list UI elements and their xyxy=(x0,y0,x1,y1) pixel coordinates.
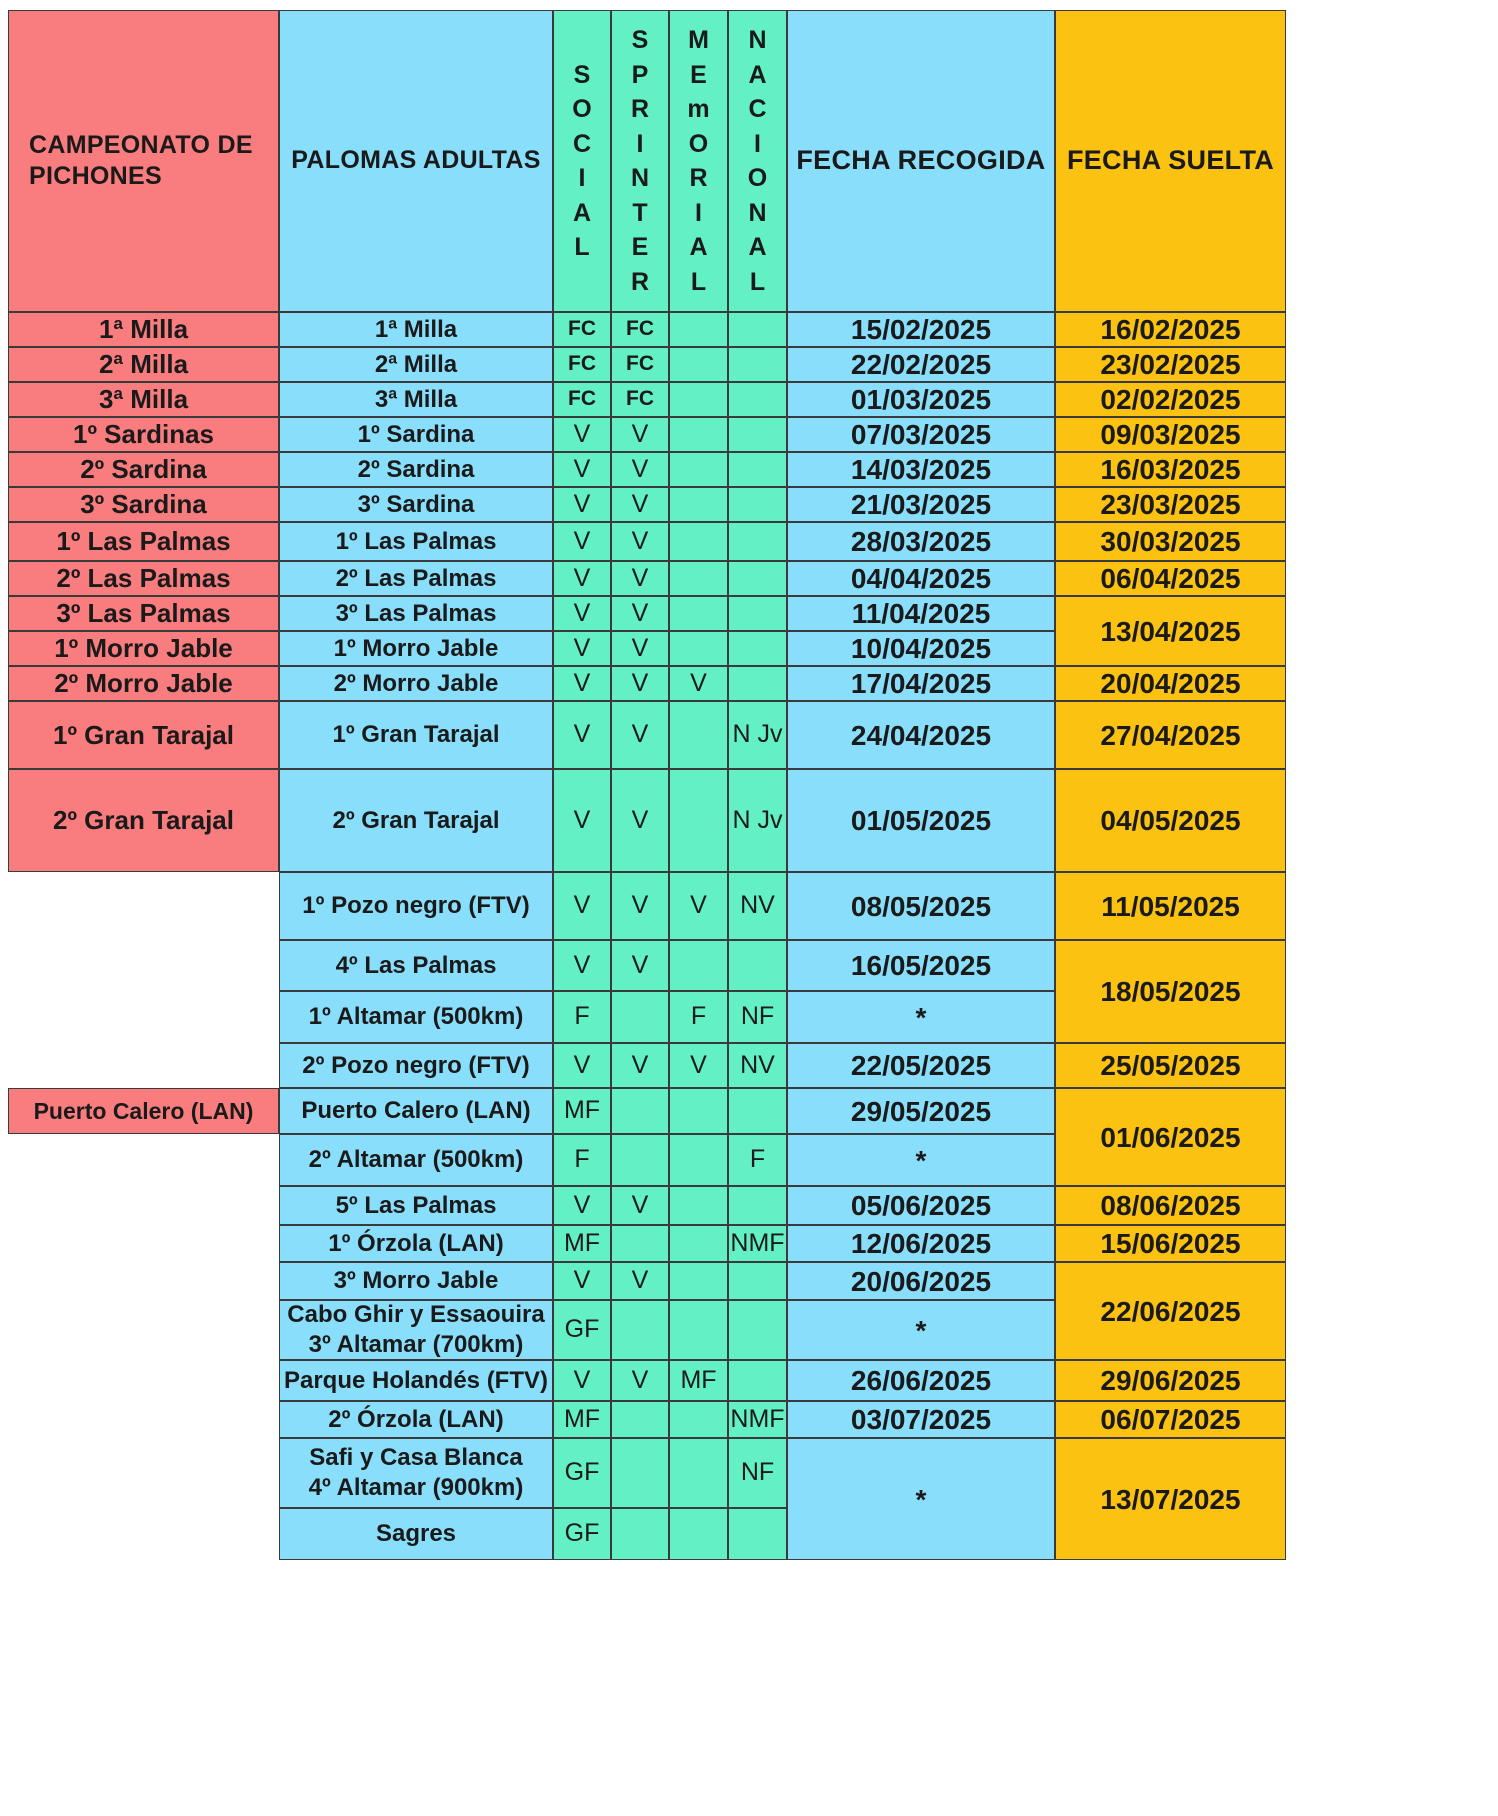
fecha-suelta-cell: 02/02/2025 xyxy=(1055,382,1286,417)
social-mark: FC xyxy=(553,382,611,417)
header-nacional: N A C I O N A L xyxy=(728,10,787,312)
nacional-mark: NV xyxy=(728,872,787,940)
nacional-mark xyxy=(728,940,787,991)
fecha-recogida-cell: 22/05/2025 xyxy=(787,1043,1055,1088)
adultas-cell xyxy=(279,452,553,487)
adultas-line: Safi y Casa Blanca xyxy=(309,1444,523,1471)
nacional-mark xyxy=(728,561,787,596)
adultas-line: 1º Órzola (LAN) xyxy=(328,1229,504,1257)
memorial-mark xyxy=(669,522,728,561)
adultas-line: Cabo Ghir y Essaouira xyxy=(287,1301,545,1328)
sprinter-mark: V xyxy=(611,1262,669,1300)
adultas-line: 2º Pozo negro (FTV) xyxy=(302,1051,530,1079)
header-fecha-recogida: FECHA RECOGIDA xyxy=(787,10,1055,312)
social-mark: V xyxy=(553,596,611,631)
adultas-line: 2º Altamar (500km) xyxy=(308,1146,524,1173)
adultas-cell xyxy=(279,940,553,991)
sprinter-mark: V xyxy=(611,417,669,452)
fecha-suelta-cell: 11/05/2025 xyxy=(1055,872,1286,940)
memorial-mark xyxy=(669,561,728,596)
sprinter-mark: V xyxy=(611,596,669,631)
memorial-mark xyxy=(669,1088,728,1134)
adultas-cell xyxy=(279,1360,553,1401)
sprinter-mark: V xyxy=(611,1360,669,1401)
sprinter-mark xyxy=(611,1088,669,1134)
memorial-mark: V xyxy=(669,666,728,701)
fecha-suelta-cell: 09/03/2025 xyxy=(1055,417,1286,452)
header-sprinter: S P R I N T E R xyxy=(611,10,669,312)
nacional-mark: N Jv xyxy=(728,769,787,872)
fecha-suelta-cell: 06/04/2025 xyxy=(1055,561,1286,596)
adultas-line: 5º Las Palmas xyxy=(335,1191,497,1219)
pichones-cell: 2º Las Palmas xyxy=(8,561,279,596)
adultas-line: 2º Morro Jable xyxy=(333,669,499,697)
adultas-line: Puerto Calero (LAN) xyxy=(301,1097,531,1124)
social-mark: V xyxy=(553,487,611,522)
memorial-mark xyxy=(669,1262,728,1300)
social-mark: V xyxy=(553,1043,611,1088)
fecha-recogida-cell: * xyxy=(787,1438,1055,1560)
memorial-mark xyxy=(669,596,728,631)
sprinter-mark: V xyxy=(611,522,669,561)
fecha-suelta-cell: 16/02/2025 xyxy=(1055,312,1286,347)
nacional-mark xyxy=(728,1186,787,1225)
sprinter-mark xyxy=(611,1225,669,1262)
memorial-mark: V xyxy=(669,1043,728,1088)
sprinter-mark xyxy=(611,1438,669,1508)
adultas-cell xyxy=(279,1043,553,1088)
adultas-cell xyxy=(279,701,553,769)
sprinter-mark: V xyxy=(611,769,669,872)
fecha-recogida-cell: 24/04/2025 xyxy=(787,701,1055,769)
header-fecha-suelta: FECHA SUELTA xyxy=(1055,10,1286,312)
fecha-recogida-cell: * xyxy=(787,991,1055,1043)
adultas-cell xyxy=(279,1225,553,1262)
memorial-mark xyxy=(669,417,728,452)
fecha-suelta-cell: 13/04/2025 xyxy=(1055,596,1286,666)
adultas-cell xyxy=(279,1186,553,1225)
fecha-recogida-cell: 05/06/2025 xyxy=(787,1186,1055,1225)
pichones-cell: 1º Gran Tarajal xyxy=(8,701,279,769)
fecha-recogida-cell: 08/05/2025 xyxy=(787,872,1055,940)
fecha-suelta-cell: 04/05/2025 xyxy=(1055,769,1286,872)
nacional-mark xyxy=(728,1508,787,1560)
fecha-suelta-cell: 29/06/2025 xyxy=(1055,1360,1286,1401)
nacional-mark xyxy=(728,312,787,347)
adultas-line: 2º Órzola (LAN) xyxy=(328,1405,504,1433)
fecha-suelta-cell: 08/06/2025 xyxy=(1055,1186,1286,1225)
fecha-recogida-cell: 22/02/2025 xyxy=(787,347,1055,382)
adultas-cell xyxy=(279,561,553,596)
fecha-recogida-cell: 12/06/2025 xyxy=(787,1225,1055,1262)
nacional-mark xyxy=(728,522,787,561)
adultas-line: 2º Gran Tarajal xyxy=(332,806,500,834)
adultas-line: 1º Morro Jable xyxy=(333,634,499,662)
nacional-mark xyxy=(728,1300,787,1360)
pichones-cell: 2ª Milla xyxy=(8,347,279,382)
memorial-mark: F xyxy=(669,991,728,1043)
adultas-cell xyxy=(279,1300,553,1360)
sprinter-mark: V xyxy=(611,872,669,940)
pichones-cell: 1º Morro Jable xyxy=(8,631,279,666)
adultas-cell xyxy=(279,872,553,940)
nacional-mark: NMF xyxy=(728,1401,787,1438)
social-mark: F xyxy=(553,1134,611,1186)
adultas-line: 2º Las Palmas xyxy=(335,564,497,592)
adultas-line: 3º Las Palmas xyxy=(335,599,497,627)
adultas-line: 1º Gran Tarajal xyxy=(332,721,500,748)
fecha-suelta-cell: 27/04/2025 xyxy=(1055,701,1286,769)
social-mark: MF xyxy=(553,1225,611,1262)
pichones-cell: 2º Gran Tarajal xyxy=(8,769,279,872)
adultas-line: 1º Las Palmas xyxy=(335,527,497,555)
social-mark: GF xyxy=(553,1300,611,1360)
adultas-cell xyxy=(279,522,553,561)
memorial-mark xyxy=(669,1134,728,1186)
adultas-cell xyxy=(279,1508,553,1560)
adultas-cell xyxy=(279,1438,553,1508)
pichones-cell: 2º Morro Jable xyxy=(8,666,279,701)
social-mark: V xyxy=(553,522,611,561)
fecha-suelta-cell: 01/06/2025 xyxy=(1055,1088,1286,1186)
sprinter-mark: V xyxy=(611,701,669,769)
memorial-mark xyxy=(669,452,728,487)
memorial-mark xyxy=(669,1300,728,1360)
sprinter-mark: FC xyxy=(611,347,669,382)
fecha-recogida-cell: 15/02/2025 xyxy=(787,312,1055,347)
adultas-line: 3º Sardina xyxy=(357,490,475,518)
memorial-mark xyxy=(669,701,728,769)
nacional-mark xyxy=(728,452,787,487)
adultas-line: 3ª Milla xyxy=(374,385,458,413)
nacional-mark: N Jv xyxy=(728,701,787,769)
nacional-mark: NF xyxy=(728,991,787,1043)
social-mark: MF xyxy=(553,1088,611,1134)
memorial-mark xyxy=(669,382,728,417)
social-mark: V xyxy=(553,1262,611,1300)
fecha-recogida-cell: 17/04/2025 xyxy=(787,666,1055,701)
nacional-mark xyxy=(728,382,787,417)
social-mark: GF xyxy=(553,1438,611,1508)
social-mark: F xyxy=(553,991,611,1043)
social-mark: V xyxy=(553,417,611,452)
nacional-mark xyxy=(728,1262,787,1300)
sprinter-mark: V xyxy=(611,452,669,487)
header-memorial: M E m O R I A L xyxy=(669,10,728,312)
nacional-mark xyxy=(728,487,787,522)
memorial-mark xyxy=(669,1508,728,1560)
adultas-cell xyxy=(279,312,553,347)
social-mark: FC xyxy=(553,347,611,382)
pichones-cell: 2º Sardina xyxy=(8,452,279,487)
header-campeonato: CAMPEONATO DE PICHONES xyxy=(8,10,279,312)
sprinter-mark: FC xyxy=(611,382,669,417)
fecha-recogida-cell: 03/07/2025 xyxy=(787,1401,1055,1438)
adultas-line: 1ª Milla xyxy=(374,315,458,343)
memorial-mark xyxy=(669,1401,728,1438)
social-mark: V xyxy=(553,872,611,940)
nacional-mark xyxy=(728,1360,787,1401)
sprinter-mark xyxy=(611,1134,669,1186)
header-adultas: PALOMAS ADULTAS xyxy=(279,10,553,312)
memorial-mark: V xyxy=(669,872,728,940)
fecha-recogida-cell: 14/03/2025 xyxy=(787,452,1055,487)
adultas-line: Parque Holandés (FTV) xyxy=(283,1366,549,1394)
nacional-mark: NV xyxy=(728,1043,787,1088)
fecha-recogida-cell: 10/04/2025 xyxy=(787,631,1055,666)
social-mark: V xyxy=(553,452,611,487)
fecha-recogida-cell: 20/06/2025 xyxy=(787,1262,1055,1300)
adultas-line: 1º Altamar (500km) xyxy=(308,1003,524,1030)
nacional-mark xyxy=(728,1088,787,1134)
pichones-cell: Puerto Calero (LAN) xyxy=(8,1088,279,1134)
social-mark: V xyxy=(553,701,611,769)
fecha-recogida-cell: 29/05/2025 xyxy=(787,1088,1055,1134)
header-social: S O C I A L xyxy=(553,10,611,312)
fecha-suelta-cell: 16/03/2025 xyxy=(1055,452,1286,487)
adultas-cell xyxy=(279,631,553,666)
social-mark: V xyxy=(553,1360,611,1401)
sprinter-mark xyxy=(611,1401,669,1438)
sprinter-mark: V xyxy=(611,631,669,666)
social-mark: MF xyxy=(553,1401,611,1438)
adultas-cell xyxy=(279,769,553,872)
adultas-cell xyxy=(279,1088,553,1134)
nacional-mark xyxy=(728,347,787,382)
fecha-recogida-cell: 16/05/2025 xyxy=(787,940,1055,991)
adultas-line: 1º Pozo negro (FTV) xyxy=(302,892,530,919)
memorial-mark xyxy=(669,940,728,991)
fecha-suelta-cell: 25/05/2025 xyxy=(1055,1043,1286,1088)
adultas-cell xyxy=(279,666,553,701)
social-mark: V xyxy=(553,769,611,872)
nacional-mark xyxy=(728,596,787,631)
sprinter-mark: V xyxy=(611,940,669,991)
nacional-mark xyxy=(728,417,787,452)
memorial-mark xyxy=(669,347,728,382)
adultas-line: 1º Sardina xyxy=(357,420,475,448)
social-mark: V xyxy=(553,940,611,991)
fecha-recogida-cell: * xyxy=(787,1300,1055,1360)
memorial-mark xyxy=(669,1438,728,1508)
social-mark: FC xyxy=(553,312,611,347)
nacional-mark: NF xyxy=(728,1438,787,1508)
memorial-mark xyxy=(669,1186,728,1225)
social-mark: V xyxy=(553,561,611,596)
fecha-suelta-cell: 20/04/2025 xyxy=(1055,666,1286,701)
adultas-line: 4º Las Palmas xyxy=(335,951,497,979)
adultas-line: 3º Altamar (700km) xyxy=(308,1331,524,1358)
adultas-cell xyxy=(279,487,553,522)
fecha-recogida-cell: 01/03/2025 xyxy=(787,382,1055,417)
sprinter-mark: V xyxy=(611,561,669,596)
nacional-mark: F xyxy=(728,1134,787,1186)
pichones-cell: 3ª Milla xyxy=(8,382,279,417)
social-mark: V xyxy=(553,1186,611,1225)
fecha-suelta-cell: 23/03/2025 xyxy=(1055,487,1286,522)
pichones-cell: 1ª Milla xyxy=(8,312,279,347)
adultas-cell xyxy=(279,417,553,452)
memorial-mark xyxy=(669,769,728,872)
fecha-recogida-cell: * xyxy=(787,1134,1055,1186)
sprinter-mark xyxy=(611,1300,669,1360)
adultas-line: 3º Morro Jable xyxy=(333,1267,499,1294)
adultas-line: Sagres xyxy=(375,1520,457,1547)
adultas-cell xyxy=(279,1401,553,1438)
sprinter-mark: V xyxy=(611,1043,669,1088)
fecha-recogida-cell: 28/03/2025 xyxy=(787,522,1055,561)
memorial-mark: MF xyxy=(669,1360,728,1401)
adultas-cell xyxy=(279,991,553,1043)
pichones-cell: 3º Sardina xyxy=(8,487,279,522)
fecha-recogida-cell: 26/06/2025 xyxy=(787,1360,1055,1401)
sprinter-mark: V xyxy=(611,487,669,522)
fecha-suelta-cell: 23/02/2025 xyxy=(1055,347,1286,382)
fecha-recogida-cell: 04/04/2025 xyxy=(787,561,1055,596)
fecha-suelta-cell: 30/03/2025 xyxy=(1055,522,1286,561)
nacional-mark xyxy=(728,666,787,701)
fecha-suelta-cell: 15/06/2025 xyxy=(1055,1225,1286,1262)
nacional-mark xyxy=(728,631,787,666)
fecha-suelta-cell: 13/07/2025 xyxy=(1055,1438,1286,1560)
adultas-cell xyxy=(279,1134,553,1186)
sprinter-mark xyxy=(611,1508,669,1560)
pichones-cell: 1º Las Palmas xyxy=(8,522,279,561)
adultas-cell xyxy=(279,1262,553,1300)
adultas-cell xyxy=(279,347,553,382)
sprinter-mark: V xyxy=(611,1186,669,1225)
sprinter-mark xyxy=(611,991,669,1043)
social-mark: GF xyxy=(553,1508,611,1560)
fecha-recogida-cell: 11/04/2025 xyxy=(787,596,1055,631)
fecha-suelta-cell: 22/06/2025 xyxy=(1055,1262,1286,1360)
sprinter-mark: FC xyxy=(611,312,669,347)
social-mark: V xyxy=(553,666,611,701)
adultas-line: 2ª Milla xyxy=(374,350,458,378)
memorial-mark xyxy=(669,487,728,522)
memorial-mark xyxy=(669,631,728,666)
adultas-line: 2º Sardina xyxy=(357,455,475,483)
adultas-cell xyxy=(279,382,553,417)
adultas-cell xyxy=(279,596,553,631)
fecha-recogida-cell: 01/05/2025 xyxy=(787,769,1055,872)
fecha-recogida-cell: 07/03/2025 xyxy=(787,417,1055,452)
fecha-suelta-cell: 06/07/2025 xyxy=(1055,1401,1286,1438)
pichones-cell: 3º Las Palmas xyxy=(8,596,279,631)
adultas-line: 4º Altamar (900km) xyxy=(308,1474,524,1501)
memorial-mark xyxy=(669,1225,728,1262)
social-mark: V xyxy=(553,631,611,666)
nacional-mark: NMF xyxy=(728,1225,787,1262)
fecha-suelta-cell: 18/05/2025 xyxy=(1055,940,1286,1043)
sprinter-mark: V xyxy=(611,666,669,701)
pichones-cell: 1º Sardinas xyxy=(8,417,279,452)
memorial-mark xyxy=(669,312,728,347)
fecha-recogida-cell: 21/03/2025 xyxy=(787,487,1055,522)
